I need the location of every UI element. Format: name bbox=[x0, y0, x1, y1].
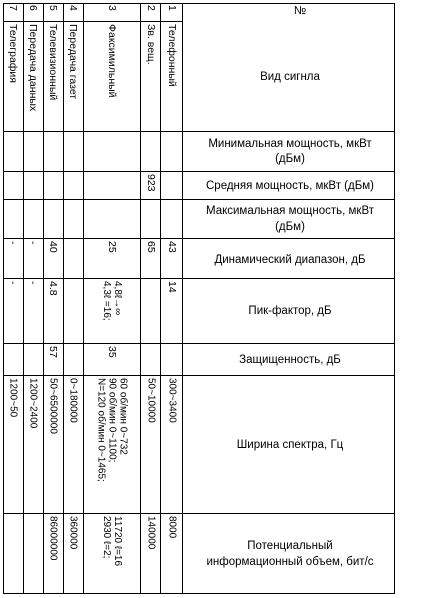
table-rows bbox=[7, 5, 178, 566]
signal-type: Передача газет bbox=[67, 24, 80, 100]
bandwidth-value: 0~180000 bbox=[67, 378, 79, 423]
signal-type: Передача данных bbox=[27, 24, 40, 112]
dynamic-range-value: 40 bbox=[47, 241, 60, 253]
peak-factor-value: - bbox=[7, 281, 20, 285]
info-volume-value: 140000 bbox=[145, 516, 157, 550]
info-volume-value: 360000 bbox=[67, 516, 79, 550]
header-max-power-line2: (дБм) bbox=[275, 221, 305, 234]
header-bandwidth: Ширина спектра, Гц bbox=[236, 439, 344, 452]
header-dynamic-range: Динамический диапазон, дБ bbox=[214, 254, 366, 267]
dynamic-range-value: - bbox=[27, 241, 40, 245]
dynamic-range-value: 25 bbox=[106, 241, 119, 253]
dynamic-range-value: 43 bbox=[166, 241, 179, 253]
info-volume-value: 8000 bbox=[166, 516, 178, 539]
bandwidth-value: 50~10000 bbox=[145, 378, 157, 423]
dynamic-range-value: 65 bbox=[145, 241, 158, 253]
bandwidth-value: 60 об/мин 0~732 bbox=[117, 378, 129, 455]
protection-value: 35 bbox=[106, 346, 119, 358]
header-avg-power: Средняя мощность, мкВт (дБм) bbox=[206, 180, 374, 193]
peak-factor-value: 14 bbox=[166, 281, 179, 293]
row-number: 2 bbox=[145, 5, 158, 11]
signal-type: Телефонный bbox=[166, 24, 179, 87]
peak-factor-value: 4,8ℓ→∞ bbox=[111, 281, 123, 316]
bandwidth-value: 1200~2400 bbox=[27, 378, 39, 429]
info-volume-value: 2930 ℓ=2; bbox=[100, 516, 112, 559]
bandwidth-value: N=120 об/мин 0~1465; bbox=[95, 378, 107, 482]
bandwidth-value: 1200~50 bbox=[7, 378, 19, 418]
signal-type: Зв. вещ. bbox=[145, 24, 158, 65]
signal-type: Телеграфия bbox=[7, 24, 20, 83]
peak-factor-value: 4,3ℓ =16; bbox=[100, 281, 112, 321]
peak-factor-value: - bbox=[27, 281, 40, 285]
table-grid bbox=[4, 4, 395, 594]
peak-factor-value: 4.8 bbox=[47, 281, 60, 296]
header-info-volume-line2: информационный объем, бит/с bbox=[206, 556, 374, 569]
header-peak-factor: Пик-фактор, дБ bbox=[248, 305, 332, 318]
info-volume-value: 11720 ℓ=16 bbox=[111, 516, 123, 567]
header-max-power-line1: Максимальная мощность, мкВт bbox=[205, 205, 375, 218]
bandwidth-value: 50~6500000 bbox=[47, 378, 59, 434]
protection-value: 57 bbox=[47, 346, 60, 358]
header-min-power-line2: (дБм) bbox=[275, 153, 305, 166]
row-number: 6 bbox=[27, 5, 40, 11]
row-number: 3 bbox=[106, 5, 119, 11]
dynamic-range-value: - bbox=[7, 241, 20, 245]
signal-type: Телевизионный bbox=[47, 24, 60, 101]
header-min-power-line1: Минимальная мощность, мкВт bbox=[208, 138, 372, 151]
row-number: 4 bbox=[67, 5, 80, 11]
header-signal-type: Вид сигнла bbox=[260, 71, 320, 84]
row-number: 1 bbox=[166, 5, 179, 11]
header-info-volume-line1: Потенциальный bbox=[247, 540, 333, 553]
info-volume-value: 86000000 bbox=[47, 516, 59, 561]
header-number: № bbox=[293, 5, 307, 18]
row-number: 7 bbox=[7, 5, 20, 11]
bandwidth-value: 90 об/мин 0~1100; bbox=[106, 378, 118, 463]
bandwidth-value: 300~3400 bbox=[166, 378, 178, 423]
signal-type: Факсимильный bbox=[106, 24, 119, 98]
avg-power-value: 923 bbox=[145, 174, 158, 192]
header-protection: Защищенность, дБ bbox=[239, 354, 341, 367]
row-number: 5 bbox=[47, 5, 60, 11]
